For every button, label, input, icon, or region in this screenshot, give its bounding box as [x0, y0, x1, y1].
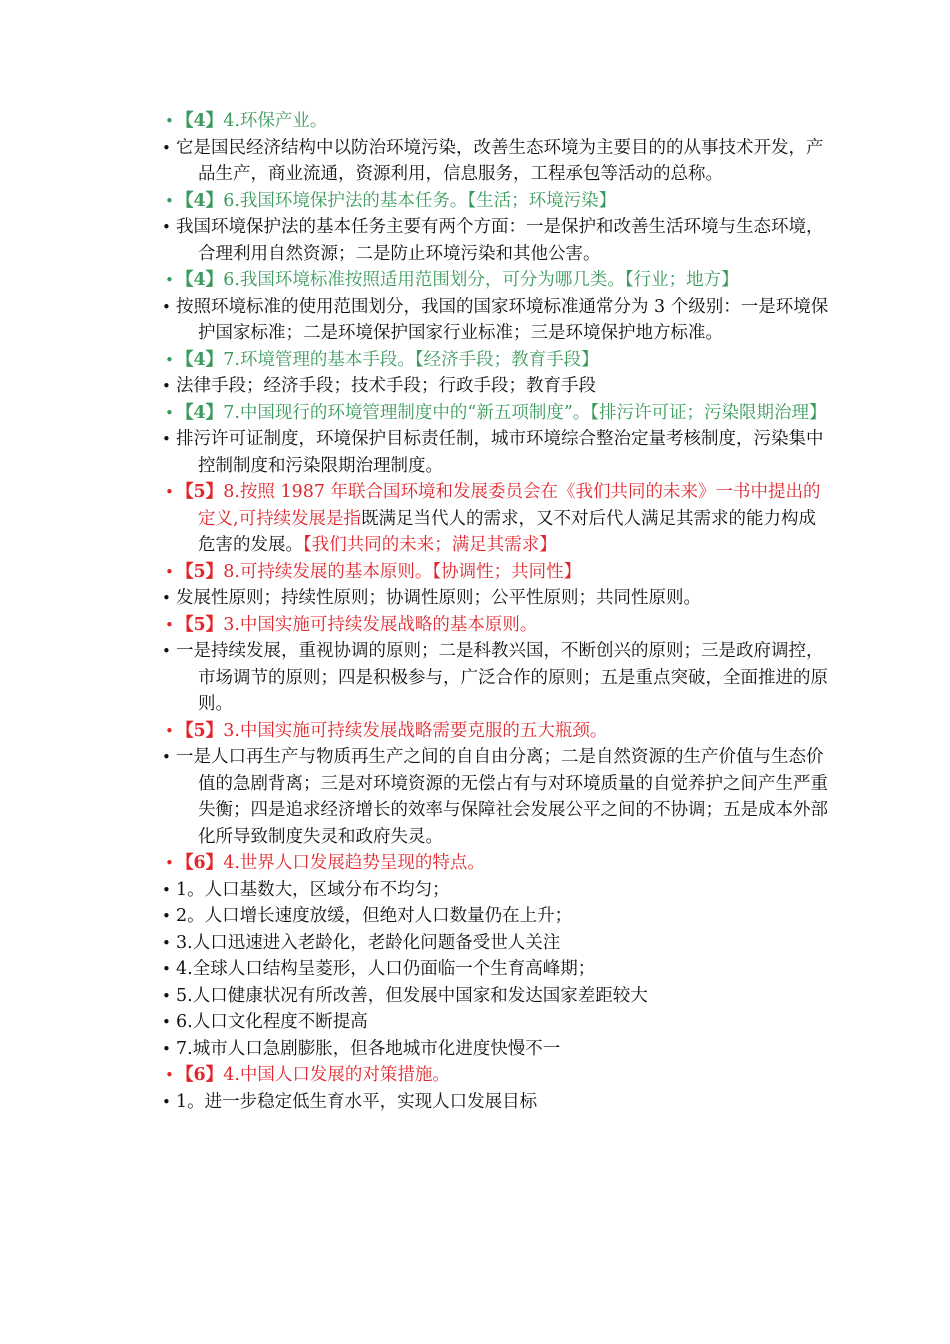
bullet-icon: •	[165, 1066, 174, 1084]
bullet-icon: •	[162, 1039, 171, 1058]
item-main-text: 8.可持续发展的基本原则。【协调性；共同性】	[223, 561, 582, 582]
item-main-text: 按照环境标准的使用范围划分，我国的国家环境标准通常分为 3 个级别：一是环境保护国家标准；二是环境保护国家行业标准；三是环境保护地方标准。	[176, 296, 829, 343]
item-main-text: 一是持续发展，重视协调的原则；二是科教兴国，不断创兴的原则；三是政府调控，市场调节的原则；四是积极参与，广泛合作的原则；五是重点突破，全面推进的原则。	[176, 641, 828, 714]
question-heading	[165, 400, 830, 427]
item-main-text: 3.中国实施可持续发展战略需要克服的五大瓶颈。	[223, 720, 608, 741]
item-text	[168, 1009, 830, 1036]
bullet-icon: •	[165, 112, 174, 130]
item-main-text: 我国环境保护法的基本任务主要有两个方面：一是保护和改善生活环境与生态环境，合理利用自然资源；二是防止环境污染和其他公害。	[176, 217, 824, 264]
item-text	[168, 135, 830, 188]
answer-text	[162, 373, 830, 400]
item-text	[168, 1036, 830, 1063]
item-main-text: 3.人口迅速进入老龄化，老龄化问题备受世人关注	[176, 932, 561, 953]
item-main-text: 5.人口健康状况有所改善，但发展中国家和发达国家差距较大	[176, 985, 648, 1006]
item-text	[168, 638, 830, 718]
item-text	[168, 267, 830, 294]
item-text	[168, 1062, 830, 1089]
chapter-number: 【4】	[176, 190, 224, 211]
bullet-icon: •	[162, 589, 171, 607]
question-heading	[165, 188, 830, 215]
answer-text	[162, 744, 830, 850]
bullet-icon: •	[165, 191, 174, 210]
chapter-number: 【4】	[176, 402, 224, 423]
bullet-icon: •	[162, 960, 171, 978]
bullet-icon: •	[162, 1013, 171, 1031]
bullet-list	[162, 108, 830, 1115]
bullet-icon: •	[165, 271, 174, 289]
item-main-text: 1。人口基数大，区域分布不均匀；	[176, 879, 450, 900]
question-heading	[165, 347, 830, 374]
answer-text	[162, 877, 830, 904]
item-text	[168, 214, 830, 267]
question-heading	[165, 479, 830, 559]
bullet-icon: •	[162, 933, 171, 952]
bullet-icon: •	[162, 986, 171, 1005]
bullet-icon: •	[162, 880, 171, 899]
chapter-number: 【5】	[176, 482, 224, 502]
answer-text	[162, 1036, 830, 1063]
bullet-icon: •	[165, 562, 174, 581]
chapter-number: 【5】	[176, 720, 224, 741]
item-text	[168, 718, 830, 745]
item-main-text: 6.我国环境保护法的基本任务。【生活；环境污染】	[223, 190, 617, 211]
item-text	[168, 1089, 830, 1116]
bullet-icon: •	[162, 907, 171, 925]
item-text	[168, 983, 830, 1010]
answer-text	[162, 426, 830, 479]
answer-text	[162, 1089, 830, 1116]
bullet-icon: •	[165, 483, 174, 501]
item-text	[168, 373, 830, 400]
item-text	[168, 744, 830, 850]
question-heading	[165, 850, 830, 877]
answer-text	[162, 930, 830, 957]
item-text	[168, 850, 830, 877]
question-heading	[165, 267, 830, 294]
answer-text	[162, 903, 830, 930]
item-text	[168, 956, 830, 983]
item-main-text: 7.城市人口急剧膨胀，但各地城市化进度快慢不一	[176, 1038, 561, 1059]
answer-text	[162, 983, 830, 1010]
bullet-icon: •	[165, 403, 174, 422]
item-text	[168, 930, 830, 957]
chapter-number: 【6】	[176, 853, 224, 873]
item-text	[168, 877, 830, 904]
item-text	[168, 559, 830, 586]
item-text	[168, 903, 830, 930]
chapter-number: 【4】	[176, 349, 224, 370]
item-main-text: 3.中国实施可持续发展战略的基本原则。	[223, 614, 538, 635]
answer-text	[162, 638, 830, 718]
bullet-icon: •	[162, 642, 171, 660]
chapter-number: 【6】	[176, 1065, 224, 1085]
item-main-text: 1。进一步稳定低生育水平，实现人口发展目标	[176, 1091, 538, 1112]
bullet-icon: •	[165, 721, 174, 740]
item-text	[168, 347, 830, 374]
item-main-text: 它是国民经济结构中以防治环境污染，改善生态环境为主要目的的从事技术开发，产品生产，商业流通，资源利用，信息服务，工程承包等活动的总称。	[176, 137, 824, 184]
item-main-text: 4.全球人口结构呈菱形，人口仍面临一个生育高峰期；	[176, 959, 596, 979]
bullet-icon: •	[162, 1092, 171, 1111]
item-main-text: 4.中国人口发展的对策措施。	[223, 1065, 450, 1085]
bullet-icon: •	[162, 138, 171, 157]
question-heading	[165, 718, 830, 745]
item-main-text: 7.环境管理的基本手段。【经济手段；教育手段】	[223, 349, 599, 370]
question-heading	[165, 1062, 830, 1089]
item-text	[168, 294, 830, 347]
bullet-icon: •	[162, 297, 171, 316]
answer-text	[162, 214, 830, 267]
item-main-text: 7.中国现行的环境管理制度中的“新五项制度”。【排污许可证；污染限期治理】	[223, 402, 827, 423]
item-main-text: 法律手段；经济手段；技术手段；行政手段；教育手段	[176, 376, 596, 396]
answer-text	[162, 135, 830, 188]
chapter-number: 【5】	[176, 614, 224, 635]
item-text	[168, 400, 830, 427]
keyword-hint: 【我们共同的未来；满足其需求】	[303, 535, 557, 555]
bullet-icon: •	[162, 430, 171, 448]
item-main-text: 6.我国环境标准按照适用范围划分，可分为哪几类。【行业；地方】	[223, 270, 739, 290]
item-main-text: 一是人口再生产与物质再生产之间的自自由分离；二是自然资源的生产价值与生态价值的急剧背离；三是对环境资源的无偿占有与对环境质量的自觉养护之间产生严重失衡；四是追求经济增长的效率与保障社会发展公平之间的不协调；五是成本外部化所导致制度失灵和政府失灵。	[176, 747, 828, 847]
item-text	[168, 188, 830, 215]
answer-text	[162, 585, 830, 612]
question-heading	[165, 559, 830, 586]
question-heading	[165, 612, 830, 639]
chapter-number: 【4】	[176, 270, 224, 290]
item-main-text: 发展性原则；持续性原则；协调性原则；公平性原则；共同性原则。	[176, 588, 701, 608]
item-main-text: 8.按照 1987 年联合国环境和发展委员会在《我们共同的未来》一书中提出的定义,可持续发展是指	[198, 482, 821, 529]
item-text	[168, 585, 830, 612]
item-text	[168, 426, 830, 479]
bullet-icon: •	[165, 854, 174, 872]
bullet-icon: •	[162, 377, 171, 395]
answer-text	[162, 1009, 830, 1036]
item-main-text: 6.人口文化程度不断提高	[176, 1012, 368, 1032]
item-text	[168, 612, 830, 639]
item-text	[168, 108, 830, 135]
bullet-icon: •	[162, 218, 171, 236]
question-heading	[165, 108, 830, 135]
item-main-text: 2。人口增长速度放缓，但绝对人口数量仍在上升；	[176, 906, 573, 926]
answer-text	[162, 294, 830, 347]
item-main-text: 排污许可证制度，环境保护目标责任制，城市环境综合整治定量考核制度，污染集中控制制度和污染限期治理制度。	[176, 429, 824, 476]
chapter-number: 【5】	[176, 561, 224, 582]
item-main-text: 4.世界人口发展趋势呈现的特点。	[223, 853, 485, 873]
bullet-icon: •	[165, 615, 174, 634]
bullet-icon: •	[165, 350, 174, 369]
answer-text	[162, 956, 830, 983]
item-text	[168, 479, 830, 559]
bullet-icon: •	[162, 748, 171, 766]
item-main-text: 4.环保产业。	[223, 111, 328, 131]
chapter-number: 【4】	[176, 111, 224, 131]
definition-text: 既满足当代人的需求，又不对后代人满足其需求的能力构成危害的发展。	[198, 508, 817, 555]
